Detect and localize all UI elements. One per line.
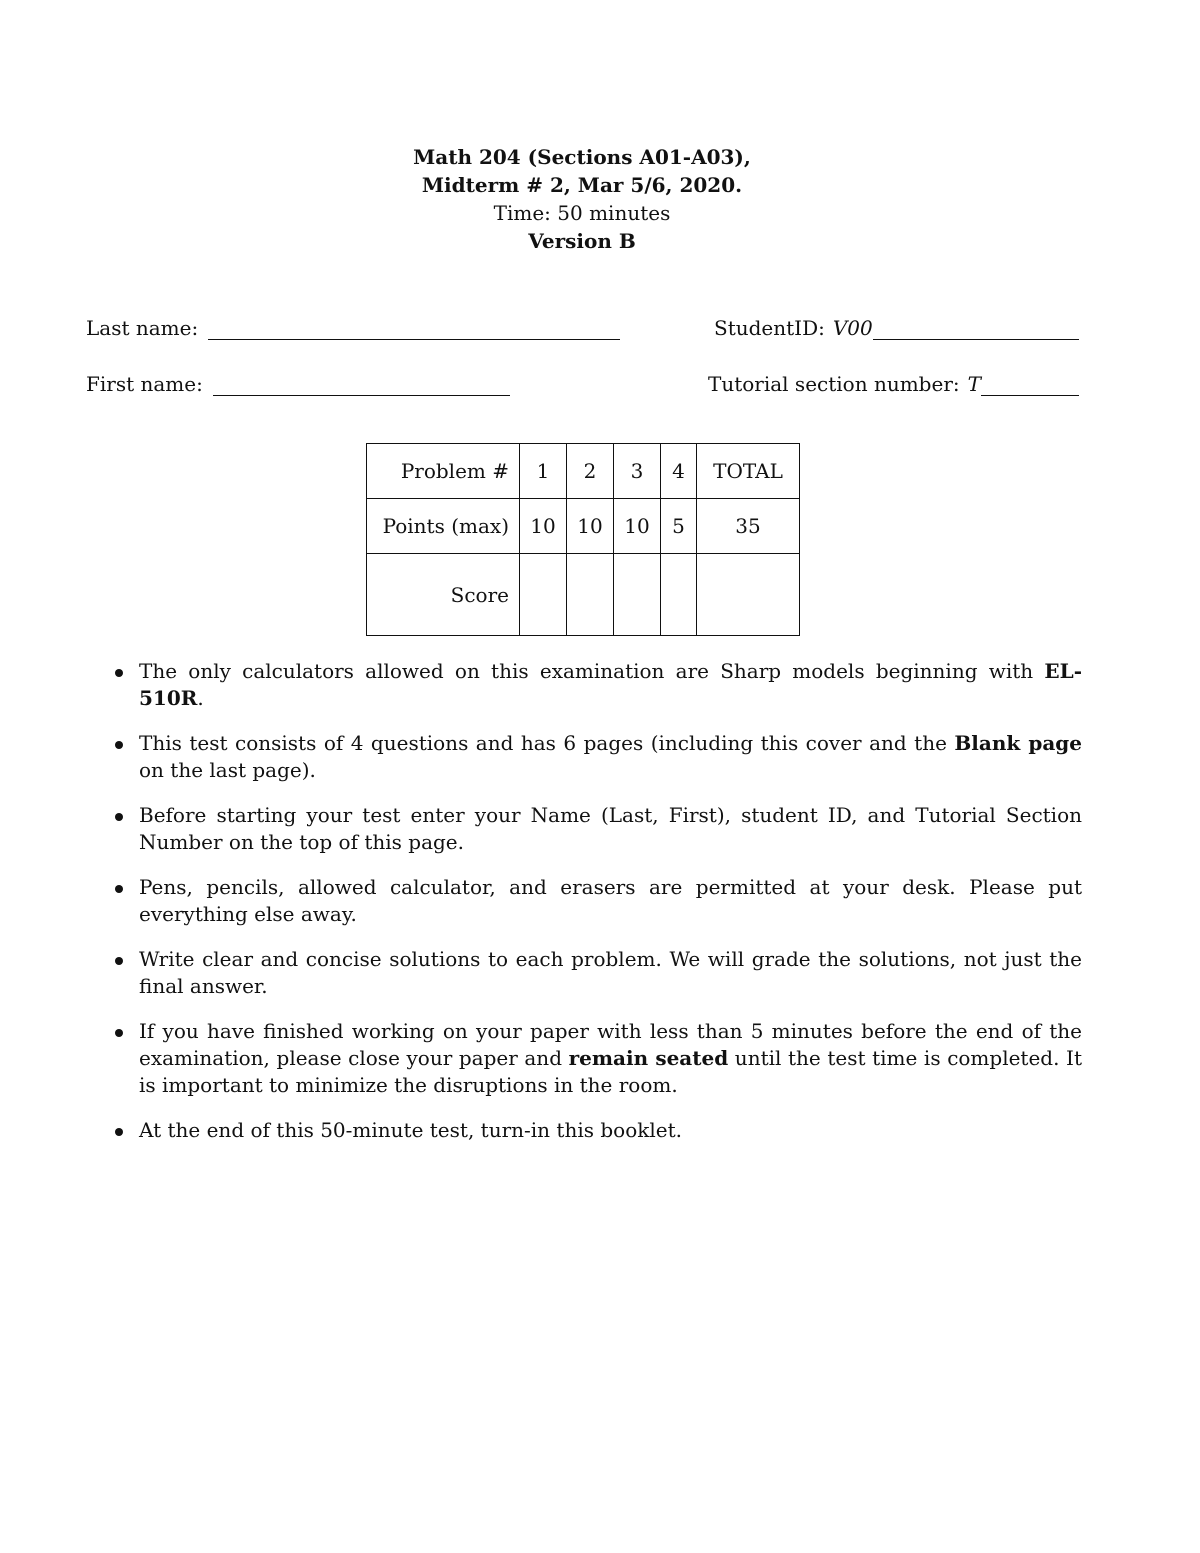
student-id-field[interactable] <box>714 316 1079 340</box>
exam-version: Version B <box>528 229 636 253</box>
student-id-label: StudentID: <box>714 316 825 340</box>
points-cell: 5 <box>661 499 697 554</box>
tutorial-section-blank[interactable] <box>981 375 1079 396</box>
problem-number-cell: 2 <box>567 444 614 499</box>
first-name-field[interactable] <box>86 372 510 396</box>
bullet-icon <box>115 1029 123 1037</box>
student-id-blank[interactable] <box>873 319 1079 340</box>
problem-number-cell: 4 <box>661 444 697 499</box>
last-name-blank[interactable] <box>208 319 620 340</box>
points-row-header: Points (max) <box>367 499 520 554</box>
rule-item: This test consists of 4 questions and has 6 pages (including this cover and the Blank page on the last page). <box>112 730 1082 784</box>
score-row-header: Score <box>367 554 520 636</box>
problem-row-header: Problem # <box>367 444 520 499</box>
exam-rules-list <box>112 658 1082 1162</box>
score-total-cell[interactable] <box>697 554 800 636</box>
total-column-header: TOTAL <box>697 444 800 499</box>
tutorial-section-field[interactable] <box>708 372 1079 396</box>
course-title: Math 204 (Sections A01-A03), <box>413 145 751 169</box>
bullet-icon <box>115 669 123 677</box>
rule-item: Pens, pencils, allowed calculator, and erasers are permitted at your desk. Please put everything else away. <box>112 874 1082 928</box>
rule-item: The only calculators allowed on this examination are Sharp models beginning with EL-510R. <box>112 658 1082 712</box>
tutorial-section-label: Tutorial section number: <box>708 372 960 396</box>
score-table <box>366 443 800 636</box>
exam-time: Time: 50 minutes <box>493 201 671 225</box>
points-cell: 10 <box>614 499 661 554</box>
problem-number-cell: 1 <box>520 444 567 499</box>
points-cell: 10 <box>567 499 614 554</box>
rule-item: Before starting your test enter your Name (Last, First), student ID, and Tutorial Section Number on the top of this page. <box>112 802 1082 856</box>
exam-title: Midterm # 2, Mar 5/6, 2020. <box>421 173 743 197</box>
student-id-prefix: V00 <box>832 316 873 340</box>
exam-header <box>0 143 1164 255</box>
score-cell[interactable] <box>520 554 567 636</box>
score-cell[interactable] <box>661 554 697 636</box>
first-name-label: First name: <box>86 372 203 396</box>
bullet-icon <box>115 1128 123 1136</box>
bullet-icon <box>115 741 123 749</box>
first-name-blank[interactable] <box>213 375 510 396</box>
problem-number-cell: 3 <box>614 444 661 499</box>
score-cell[interactable] <box>567 554 614 636</box>
points-total-cell: 35 <box>697 499 800 554</box>
rule-item: If you have finished working on your paper with less than 5 minutes before the end of the examination, please close your paper and remain seated until the test time is completed. It is important to minimize the disruptions in the room. <box>112 1018 1082 1099</box>
tutorial-section-prefix: T <box>967 372 981 396</box>
last-name-field[interactable] <box>86 316 620 340</box>
problem-row <box>367 444 800 499</box>
score-row <box>367 554 800 636</box>
points-cell: 10 <box>520 499 567 554</box>
last-name-label: Last name: <box>86 316 199 340</box>
points-row <box>367 499 800 554</box>
bullet-icon <box>115 885 123 893</box>
rule-item: Write clear and concise solutions to each problem. We will grade the solutions, not just the final answer. <box>112 946 1082 1000</box>
bullet-icon <box>115 957 123 965</box>
score-cell[interactable] <box>614 554 661 636</box>
bullet-icon <box>115 813 123 821</box>
rule-item: At the end of this 50-minute test, turn-in this booklet. <box>112 1117 1082 1144</box>
